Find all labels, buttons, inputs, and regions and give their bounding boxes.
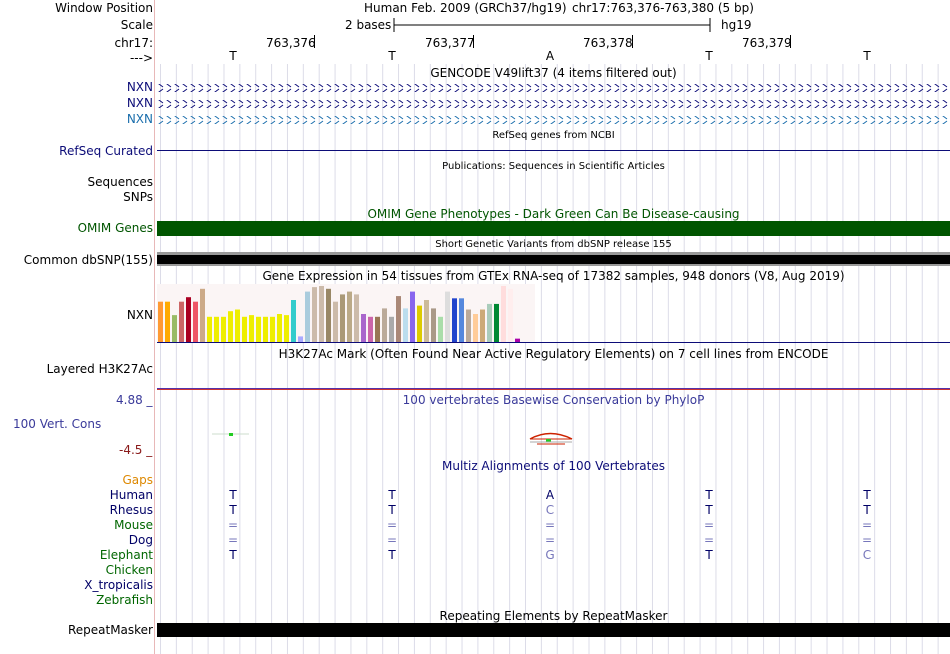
gtex-tissue-bar[interactable]	[347, 292, 352, 342]
species-label[interactable]: X_tropicalis	[84, 578, 153, 592]
gtex-tissue-bar[interactable]	[389, 317, 394, 342]
refseq-track-title[interactable]: RefSeq genes from NCBI	[492, 130, 615, 141]
h3k27ac-label[interactable]: Layered H3K27Ac	[46, 362, 153, 376]
gtex-tissue-bar[interactable]	[270, 317, 275, 342]
scale-bar	[392, 17, 714, 33]
position-readout: chr17:763,376-763,380 (5 bp)	[572, 1, 754, 15]
gtex-tissue-bar[interactable]	[214, 317, 219, 342]
omim-track-title[interactable]: OMIM Gene Phenotypes - Dark Green Can Be Disease-causing	[367, 207, 740, 221]
species-base: T	[388, 548, 396, 562]
repeatmasker-bar[interactable]	[157, 623, 950, 637]
window-position-label: Window Position	[55, 1, 153, 15]
gtex-tissue-bar[interactable]	[305, 292, 310, 342]
gtex-tissue-bar[interactable]	[312, 287, 317, 342]
omim-gene-bar[interactable]	[157, 221, 950, 236]
gtex-tissue-bar[interactable]	[494, 304, 499, 342]
species-base: =	[703, 533, 715, 547]
species-label[interactable]: Dog	[128, 533, 153, 547]
gtex-tissue-bar[interactable]	[249, 315, 254, 342]
species-base: T	[229, 548, 237, 562]
gtex-tissue-bar[interactable]	[382, 308, 387, 342]
ref-base-4: T	[705, 49, 713, 63]
gtex-tissue-bar[interactable]	[193, 302, 198, 342]
snps-label[interactable]: SNPs	[123, 190, 153, 204]
species-label[interactable]: Rhesus	[109, 503, 153, 517]
gtex-tissue-bar[interactable]	[452, 298, 457, 342]
species-base: =	[861, 518, 873, 532]
phylop-label[interactable]: 100 Vert. Cons	[13, 417, 102, 431]
gtex-tissue-bar[interactable]	[228, 311, 233, 342]
species-base: C	[862, 548, 872, 562]
gtex-tissue-bar[interactable]	[375, 317, 380, 342]
species-base: T	[705, 488, 713, 502]
gtex-tissue-bar[interactable]	[242, 317, 247, 342]
gencode-transcripts[interactable]	[157, 80, 950, 126]
coord-3: 763,378	[583, 36, 633, 50]
dbsnp-label[interactable]: Common dbSNP(155)	[23, 253, 153, 267]
gtex-tissue-bar[interactable]	[487, 304, 492, 342]
gtex-tissue-bar[interactable]	[508, 289, 513, 342]
gtex-tissue-bar[interactable]	[459, 298, 464, 342]
gtex-tissue-bar[interactable]	[165, 302, 170, 342]
gtex-tissue-bar[interactable]	[298, 336, 303, 342]
gtex-tissue-bar[interactable]	[221, 317, 226, 342]
gtex-tissue-bar[interactable]	[235, 310, 240, 342]
gencode-gene-label-3[interactable]: NXN	[126, 112, 153, 126]
omim-genes-label[interactable]: OMIM Genes	[77, 221, 153, 235]
gtex-tissue-bar[interactable]	[417, 306, 422, 342]
species-base: T	[388, 488, 396, 502]
gtex-tissue-bar[interactable]	[256, 317, 261, 342]
species-base: =	[703, 518, 715, 532]
dbsnp-variant-bar[interactable]	[157, 255, 950, 264]
gencode-gene-label-1[interactable]: NXN	[126, 80, 153, 94]
gtex-tissue-bar[interactable]	[277, 314, 282, 342]
species-base: =	[227, 533, 239, 547]
species-base: =	[544, 533, 556, 547]
ref-base-1: T	[229, 49, 237, 63]
gtex-tissue-bar[interactable]	[445, 292, 450, 342]
dbsnp-variant-border-bottom	[157, 264, 950, 266]
label-separator	[154, 0, 155, 654]
gtex-expression-chart[interactable]	[157, 284, 950, 344]
assembly-label: Human Feb. 2009 (GRCh37/hg19)	[364, 1, 567, 15]
species-label[interactable]: Chicken	[105, 563, 153, 577]
gtex-tissue-bar[interactable]	[515, 339, 520, 342]
species-label[interactable]: Human	[109, 488, 153, 502]
gtex-tissue-bar[interactable]	[431, 308, 436, 342]
species-base: C	[545, 503, 555, 517]
gtex-tissue-bar[interactable]	[410, 292, 415, 342]
phylop-signal[interactable]	[157, 425, 950, 450]
refseq-curated-label[interactable]: RefSeq Curated	[59, 144, 153, 158]
gtex-tissue-bar[interactable]	[396, 296, 401, 342]
species-base: T	[388, 503, 396, 517]
repeatmasker-track-title[interactable]: Repeating Elements by RepeatMasker	[439, 609, 668, 623]
gtex-tissue-bar[interactable]	[186, 297, 191, 342]
gtex-gene-label[interactable]: NXN	[126, 308, 153, 322]
species-base: T	[705, 503, 713, 517]
species-label[interactable]: Elephant	[99, 548, 153, 562]
gtex-tissue-bar[interactable]	[158, 302, 163, 342]
gtex-tissue-bar[interactable]	[473, 314, 478, 342]
species-base: T	[229, 503, 237, 517]
h3k27ac-baseline-2	[157, 389, 950, 390]
gtex-tissue-bar[interactable]	[361, 314, 366, 342]
gtex-tissue-bar[interactable]	[291, 300, 296, 342]
chrom-label: chr17:	[114, 36, 153, 50]
coord-1: 763,376	[266, 36, 316, 50]
refseq-gene-line[interactable]	[157, 150, 950, 151]
species-base: T	[705, 548, 713, 562]
species-base: =	[861, 533, 873, 547]
scale-label: Scale	[120, 18, 153, 32]
publications-track-title[interactable]: Publications: Sequences in Scientific Articles	[442, 161, 665, 172]
gtex-track-title[interactable]: Gene Expression in 54 tissues from GTEx RNA-seq of 17382 samples, 948 donors (V8, Aug 2019)	[262, 269, 845, 283]
gtex-tissue-bar[interactable]	[480, 310, 485, 342]
species-base: T	[229, 488, 237, 502]
species-base: =	[227, 518, 239, 532]
gtex-tissue-bar[interactable]	[368, 317, 373, 342]
gtex-tissue-bar[interactable]	[466, 310, 471, 342]
phylop-track-title[interactable]: 100 vertebrates Basewise Conservation by PhyloP	[402, 393, 705, 407]
species-base: =	[544, 518, 556, 532]
phylop-max-value: 4.88 _	[116, 393, 153, 407]
coord-2: 763,377	[425, 36, 475, 50]
gtex-tissue-bar[interactable]	[501, 286, 506, 342]
species-base: T	[863, 488, 871, 502]
gtex-tissue-bar[interactable]	[284, 315, 289, 342]
gtex-tissue-bar[interactable]	[200, 289, 205, 342]
strand-label: --->	[129, 51, 153, 65]
sequences-label[interactable]: Sequences	[87, 175, 153, 189]
gtex-tissue-bar[interactable]	[424, 300, 429, 342]
phylop-min-value: -4.5 _	[119, 443, 153, 457]
ref-base-3: A	[545, 49, 555, 63]
gtex-tissue-bar[interactable]	[340, 294, 345, 342]
ref-base-5: T	[863, 49, 871, 63]
species-label[interactable]: Mouse	[114, 518, 153, 532]
species-base: T	[863, 503, 871, 517]
gtex-tissue-bar[interactable]	[207, 317, 212, 342]
h3k27ac-track-title[interactable]: H3K27Ac Mark (Often Found Near Active Regulatory Elements) on 7 cell lines from ENCODE	[278, 347, 829, 361]
coord-ticks	[0, 34, 950, 50]
species-base: A	[545, 488, 555, 502]
gencode-track-title[interactable]: GENCODE V49lift37 (4 items filtered out)	[430, 66, 677, 80]
gtex-tissue-bar[interactable]	[333, 302, 338, 342]
gtex-background	[157, 284, 535, 342]
dbsnp-track-title[interactable]: Short Genetic Variants from dbSNP release 155	[435, 239, 672, 250]
species-base: =	[386, 533, 398, 547]
gtex-tissue-bar[interactable]	[172, 315, 177, 342]
gtex-tissue-bar[interactable]	[179, 302, 184, 342]
gtex-tissue-bar[interactable]	[354, 294, 359, 342]
species-base: =	[386, 518, 398, 532]
gencode-gene-label-2[interactable]: NXN	[126, 96, 153, 110]
gaps-label[interactable]: Gaps	[122, 473, 153, 487]
gtex-tissue-bar[interactable]	[263, 317, 268, 342]
species-label[interactable]: Zebrafish	[96, 593, 153, 607]
gtex-tissue-bar[interactable]	[438, 317, 443, 342]
gtex-tissue-bar[interactable]	[326, 289, 331, 342]
multiz-track-title[interactable]: Multiz Alignments of 100 Vertebrates	[441, 459, 666, 473]
species-base: G	[545, 548, 555, 562]
coord-4: 763,379	[742, 36, 792, 50]
ref-base-2: T	[388, 49, 396, 63]
scale-value: 2 bases	[345, 18, 392, 32]
gtex-tissue-bar[interactable]	[403, 308, 408, 342]
gtex-tissue-bar[interactable]	[319, 286, 324, 342]
scale-db: hg19	[721, 18, 752, 32]
repeatmasker-label[interactable]: RepeatMasker	[67, 623, 153, 637]
